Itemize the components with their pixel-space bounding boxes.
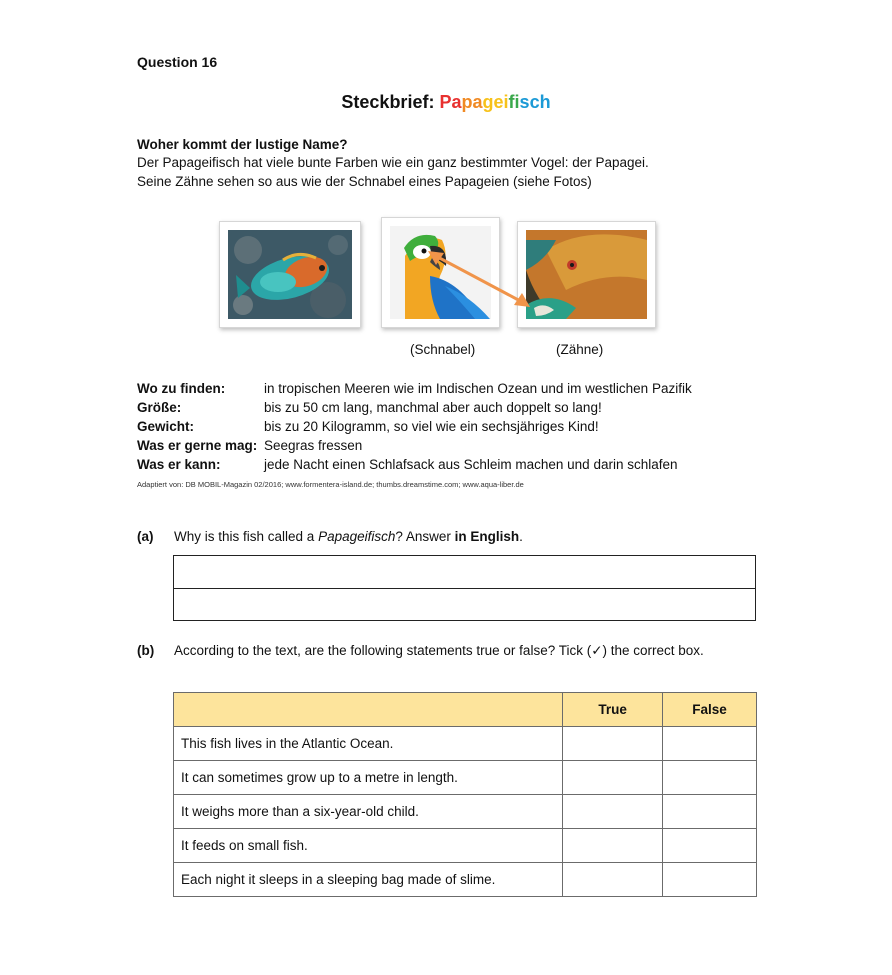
question-b <box>137 643 704 659</box>
header-statement <box>174 693 563 727</box>
question-a-text-1: Why is this fish called a <box>174 529 319 544</box>
fact-row <box>137 417 692 436</box>
title-letter: i <box>514 92 520 112</box>
statement-cell: It feeds on small fish. <box>174 829 563 863</box>
statement-cell: This fish lives in the Atlantic Ocean. <box>174 727 563 761</box>
intro-line-1: Der Papageifisch hat viele bunte Farben wie ein ganz bestimmter Vogel: der Papagei. <box>137 155 649 170</box>
question-number: Question 16 <box>137 54 218 70</box>
table-row <box>174 829 757 863</box>
question-a-text-3: . <box>519 529 523 544</box>
title-prefix: Steckbrief: <box>341 92 440 112</box>
fact-value: bis zu 50 cm lang, manchmal aber auch doppelt so lang! <box>264 400 602 415</box>
question-a-italic: Papageifisch <box>318 529 396 544</box>
fact-row <box>137 436 692 455</box>
fact-label: Größe: <box>137 400 182 415</box>
intro-heading: Woher kommt der lustige Name? <box>137 137 348 152</box>
fact-label: Gewicht: <box>137 419 195 434</box>
page-title <box>0 92 892 113</box>
statement-cell: Each night it sleeps in a sleeping bag made of slime. <box>174 863 563 897</box>
table-row <box>174 795 757 829</box>
fact-list <box>137 379 692 474</box>
table-header-row <box>174 693 757 727</box>
title-letter: P <box>439 92 452 112</box>
title-letter: a <box>472 92 483 112</box>
question-a-text-2: ? Answer <box>395 529 455 544</box>
statement-cell: It can sometimes grow up to a metre in length. <box>174 761 563 795</box>
title-letter: s <box>519 92 530 112</box>
title-colored-word <box>439 92 550 112</box>
question-b-text: According to the text, are the following statements true or false? Tick (✓) the correct box. <box>174 643 704 658</box>
title-letter: a <box>451 92 462 112</box>
answer-line-1[interactable] <box>174 556 755 589</box>
fact-row <box>137 398 692 417</box>
double-arrow-icon <box>420 245 540 315</box>
teeth-image <box>526 230 647 319</box>
table-row <box>174 761 757 795</box>
false-checkbox-cell[interactable] <box>663 727 757 761</box>
true-checkbox-cell[interactable] <box>563 863 663 897</box>
false-checkbox-cell[interactable] <box>663 863 757 897</box>
false-checkbox-cell[interactable] <box>663 761 757 795</box>
true-checkbox-cell[interactable] <box>563 795 663 829</box>
title-letter: f <box>508 92 515 112</box>
fact-value: in tropischen Meeren wie im Indischen Ozean und im westlichen Pazifik <box>264 381 692 396</box>
fact-label: Wo zu finden: <box>137 381 226 396</box>
table-row <box>174 727 757 761</box>
true-checkbox-cell[interactable] <box>563 829 663 863</box>
false-checkbox-cell[interactable] <box>663 795 757 829</box>
question-b-letter: (b) <box>137 643 155 658</box>
title-letter: i <box>503 92 509 112</box>
title-letter: p <box>461 92 473 112</box>
table-row <box>174 863 757 897</box>
fact-value: Seegras fressen <box>264 438 363 453</box>
title-letter: c <box>529 92 540 112</box>
header-true: True <box>563 693 663 727</box>
false-checkbox-cell[interactable] <box>663 829 757 863</box>
fact-value: jede Nacht einen Schlafsack aus Schleim machen und darin schlafen <box>264 457 678 472</box>
true-checkbox-cell[interactable] <box>563 761 663 795</box>
true-false-table <box>173 692 757 897</box>
question-a-letter: (a) <box>137 529 154 544</box>
fact-label: Was er kann: <box>137 457 221 472</box>
title-letter: e <box>493 92 504 112</box>
intro-line-2: Seine Zähne sehen so aus wie der Schnabel eines Papageien (siehe Fotos) <box>137 174 592 189</box>
caption-beak: (Schnabel) <box>410 342 476 357</box>
answer-box[interactable] <box>173 555 756 621</box>
title-letter: g <box>482 92 494 112</box>
source-citation: Adaptiert von: DB MOBIL-Magazin 02/2016; www.formentera-island.de; thumbs.dreamstime.com; www.aqua-liber.de <box>137 480 524 489</box>
caption-teeth: (Zähne) <box>556 342 604 357</box>
fact-row <box>137 455 692 474</box>
statement-cell: It weighs more than a six-year-old child. <box>174 795 563 829</box>
answer-line-2[interactable] <box>174 589 755 622</box>
parrotfish-image <box>228 230 352 319</box>
header-false: False <box>663 693 757 727</box>
title-letter: h <box>539 92 551 112</box>
true-checkbox-cell[interactable] <box>563 727 663 761</box>
fact-label: Was er gerne mag: <box>137 438 258 453</box>
question-a <box>137 529 523 544</box>
question-a-bold: in English <box>454 529 520 544</box>
fact-row <box>137 379 692 398</box>
photo-parrotfish <box>219 221 361 328</box>
fact-value: bis zu 20 Kilogramm, so viel wie ein sechsjähriges Kind! <box>264 419 599 434</box>
